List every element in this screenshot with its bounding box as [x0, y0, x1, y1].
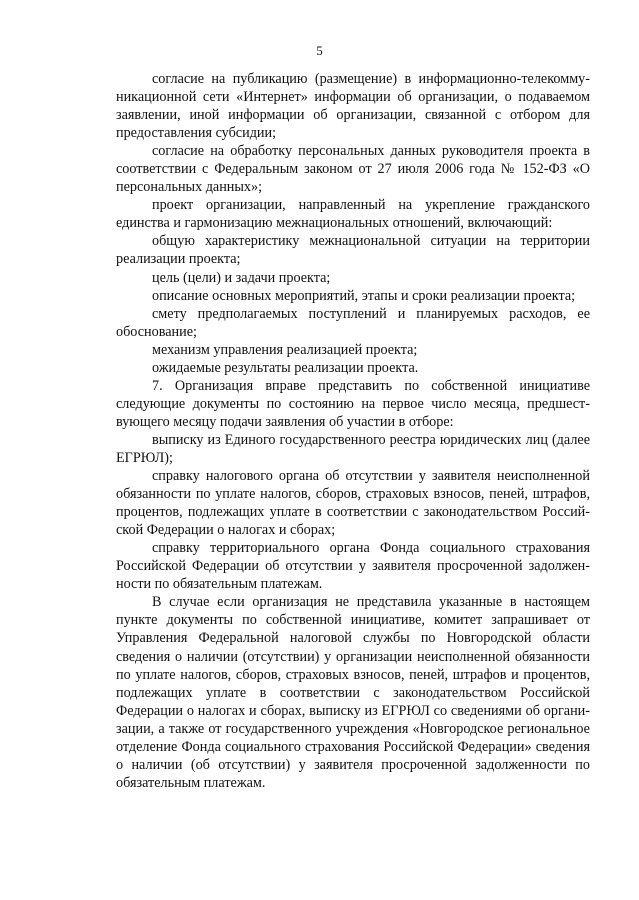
- paragraph-project: проект организации, направленный на укрепление гражданского единства и гармонизацию межнациональных отношений, включающий:: [116, 197, 590, 232]
- paragraph-project-results: ожидаемые результаты реализации проекта.: [152, 359, 419, 376]
- paragraph-social-fund-certificate: справку территориального органа Фонда социального страхования Российской Федерации об отсутствии у заявителя просроченной задолженности по обязательным платежам.: [116, 540, 590, 593]
- document-body: [116, 70, 590, 792]
- paragraph-project-management: механизм управления реализацией проекта;: [152, 341, 418, 358]
- paragraph-tax-certificate: справку налогового органа об отсутствии у заявителя неисполненной обязанности по уплате налогов, сборов, страховых взносов, пеней, штрафов, процентов, подлежащих уплате в соответствии с законодательством Российской Федерации о налогах и сборах;: [116, 468, 590, 539]
- paragraph-egrul-extract: выписку из Единого государственного реестра юридических лиц (далее ЕГРЮЛ);: [116, 431, 590, 466]
- paragraph-project-activities: описание основных мероприятий, этапы и сроки реализации проекта;: [152, 287, 576, 304]
- paragraph-project-characteristics: общую характеристику межнациональной ситуации на территории реализации проекта;: [116, 233, 590, 268]
- paragraph-section-7: 7. Организация вправе представить по собственной инициативе следующие документы по состоянию на первое число месяца, предшествующего месяцу подачи заявления об участии в отборе:: [116, 377, 590, 430]
- paragraph-consent-personal-data: согласие на обработку персональных данных руководителя проекта в соответствии с Федеральным законом от 27 июля 2006 года № 152-ФЗ «О персональных данных»;: [116, 143, 590, 196]
- paragraph-consent-publication: согласие на публикацию (размещение) в информационно-телекоммуникационной сети «Интернет» информации об организации, о подаваемом заявлении, иной информации об организации, связанной с отбором для предоставления субсидии;: [116, 71, 590, 142]
- page-number: 5: [316, 43, 323, 58]
- paragraph-committee-request: В случае если организация не представила указанные в настоящем пункте документы по собственной инициативе, комитет запрашивает от Управления Федеральной налоговой службы по Новгородской области сведения о наличии (отсутствии) у организации неисполненной обязанности по уплате налогов, сборов, страховых взносов, пеней, штрафов и процентов, подлежащих уплате в соответствии с законодательством Российской Федерации о налогах и сборах, выписку из ЕГРЮЛ со сведениями об организации, а также от государственного учреждения «Новгородское региональное отделение Фонда социального страхования Российской Федерации» сведения о наличии (об отсутствии) у заявителя просроченной задолженности по обязательным платежам.: [116, 594, 590, 791]
- paragraph-project-budget: смету предполагаемых поступлений и планируемых расходов, ее обоснование;: [116, 305, 590, 340]
- paragraph-project-goals: цель (цели) и задачи проекта;: [152, 269, 331, 286]
